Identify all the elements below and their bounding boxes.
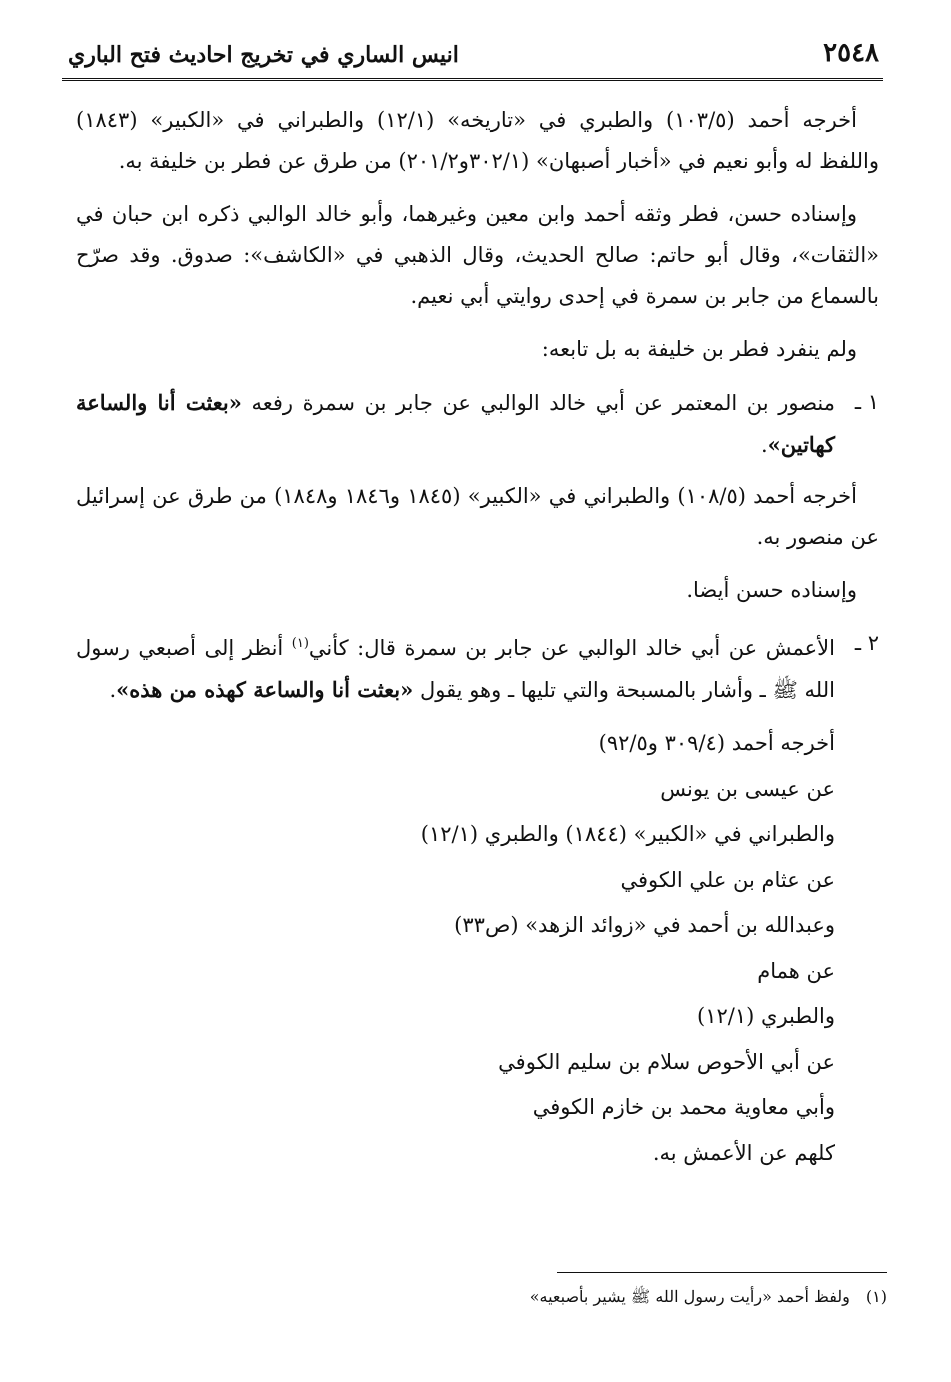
item-text: الأعمش عن أبي خالد الوالبي عن جابر بن سمرة قال: كأني$^{(١)}$ أنظر إلى أصبعي رسول الله ﷺ ـ وأشار بالمسبحة والتي تليها ـ وهو يقول «بعثت أنا والساعة كهذه من هذه». (76, 636, 835, 702)
running-title: انيس الساري في تخريج احاديث فتح الباري (68, 42, 459, 68)
hadith-text-bold: «بعثت أنا والساعة كهاتين» (76, 390, 835, 457)
footnote-number: (١) (865, 1287, 887, 1306)
page-number: ٢٥٤٨ (823, 38, 879, 68)
footnote (530, 1284, 887, 1310)
source-line: والطبراني في «الكبير» (١٨٤٤) والطبري (١٢/١) (420, 822, 835, 846)
paragraph-isnad-2: وإسناده حسن أيضا. (686, 578, 857, 602)
sources-list (76, 721, 879, 1176)
list-item-2 (76, 623, 879, 711)
source-line: وعبدالله بن أحمد في «زوائد الزهد» (ص٣٣) (454, 913, 835, 937)
paragraph-takhrij-1: أخرجه أحمد (١٠٣/٥) والطبري في «تاريخه» (١٢/١) والطبراني في «الكبير» (١٨٤٣) واللفظ له وأبو نعيم في «أخبار أصبهان» (٣٠٢/١و٢٠١/٢) من طرق عن فطر بن خليفة به. (76, 108, 879, 173)
item-text: منصور بن المعتمر عن أبي خالد الوالبي عن جابر بن سمرة رفعه «بعثت أنا والساعة كهاتين». (76, 390, 835, 457)
source-line: عن عثام بن علي الكوفي (620, 867, 835, 892)
paragraph-isnad-1: وإسناده حسن، فطر وثقه أحمد وابن معين وغيرهما، وأبو خالد الوالبي ذكره ابن حبان في «الثقات»، وقال أبو حاتم: صالح الحديث، وقال الذهبي في «الكاشف»: صدوق. وقد صرّح بالسماع من جابر بن سمرة في إحدى روايتي أبي نعيم. (76, 202, 879, 308)
hadith-text-bold: «بعثت أنا والساعة كهذه من هذه» (116, 677, 414, 702)
item-number: ٢ ـ (854, 631, 879, 655)
header-rule (62, 78, 883, 81)
paragraph-takhrij-2: أخرجه أحمد (١٠٨/٥) والطبراني في «الكبير» (١٨٤٥ و١٨٤٦ و١٨٤٨) من طرق عن إسرائيل عن منصور به. (76, 484, 879, 549)
source-line: عن همام (757, 958, 835, 983)
list-item-1 (76, 382, 879, 466)
source-line: عن أبي الأحوص سلام بن سليم الكوفي (498, 1049, 835, 1074)
footnote-text: ولفظ أحمد «رأيت رسول الله ﷺ يشير بأصبعيه» (529, 1287, 850, 1306)
source-line: عن عيسى بن يونس (660, 776, 835, 801)
source-line: والطبري (١٢/١) (697, 1004, 835, 1028)
main-text (76, 100, 879, 1176)
source-line: أخرجه أحمد (٣٠٩/٤ و٩٢/٥) (598, 731, 835, 755)
footnote-ref[interactable]: (١) (291, 636, 309, 651)
paragraph-mutabaah-intro: ولم ينفرد فطر بن خليفة به بل تابعه: (541, 337, 857, 361)
page-header (62, 38, 883, 80)
source-line: وأبي معاوية محمد بن خازم الكوفي (532, 1095, 835, 1119)
source-line: كلهم عن الأعمش به. (652, 1140, 835, 1165)
footnote-separator (557, 1272, 887, 1273)
item-number: ١ ـ (854, 390, 879, 414)
